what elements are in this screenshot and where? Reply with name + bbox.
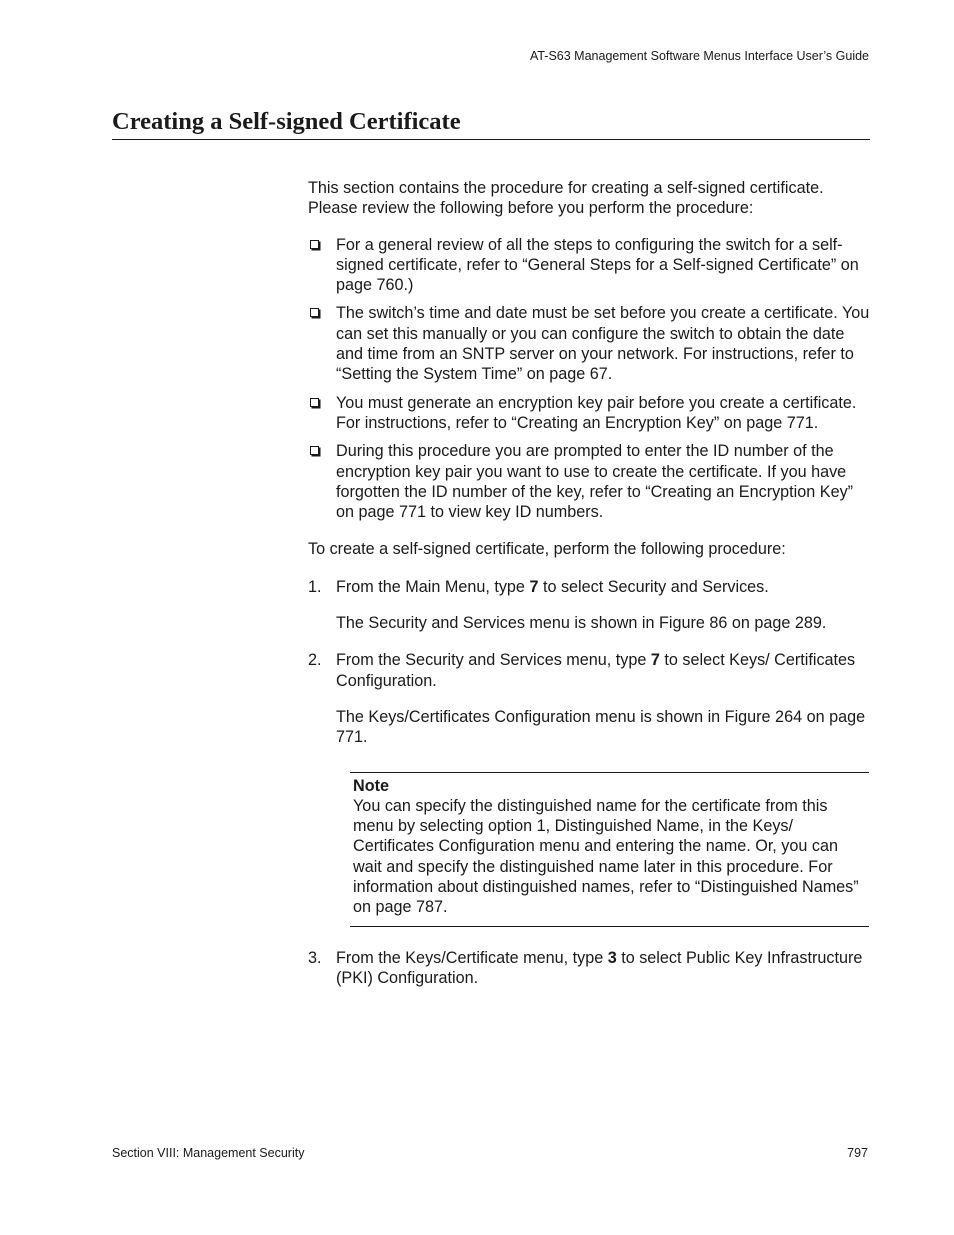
procedure-step-3 [308, 948, 873, 989]
checkbox-bullet-icon [310, 446, 319, 455]
list-item: The switch’s time and date must be set before you create a certificate. You can set this manually or you can configure the switch to obtain the date and time from an SNTP server on your network. For instructions, refer to “Setting the System Time” on page 67. [308, 303, 873, 384]
step-result: The Security and Services menu is shown in Figure 86 on page 289. [336, 614, 827, 633]
footer-section: Section VIII: Management Security [112, 1146, 305, 1160]
step-result: The Keys/Certificates Configuration menu is shown in Figure 264 on page 771. [336, 707, 866, 747]
procedure-lead: To create a self-signed certificate, perform the following procedure: [308, 540, 786, 559]
list-item: During this procedure you are prompted to enter the ID number of the encryption key pair you want to use to create the certificate. If you have forgotten the ID number of the key, refer to “Creating an Encryption Key” on page 771 to view key ID numbers. [308, 441, 873, 522]
list-item: You must generate an encryption key pair before you create a certificate. For instructions, refer to “Creating an Encryption Key” on page 771. [308, 393, 873, 434]
checkbox-bullet-icon [310, 240, 319, 249]
step-number: 3. [308, 948, 322, 967]
list-item: For a general review of all the steps to configuring the switch for a self-signed certificate, refer to “General Steps for a Self-signed Certificate” on page 760.) [308, 235, 873, 296]
intro-paragraph: This section contains the procedure for creating a self-signed certificate. Please review the following before you perform the procedure: [308, 179, 824, 218]
note-title: Note [353, 776, 389, 795]
step-text: From the Keys/Certificate menu, type 3 to select Public Key Infrastructure (PKI) Configuration. [336, 948, 863, 987]
step-number: 2. [308, 651, 322, 670]
procedure-step-2 [308, 650, 873, 691]
step-number: 1. [308, 577, 322, 596]
step-text: From the Main Menu, type 7 to select Security and Services. [336, 577, 769, 596]
step-key: 7 [529, 577, 539, 596]
section-title: Creating a Self-signed Certificate [112, 106, 870, 140]
checkbox-bullet-icon [310, 398, 319, 407]
page-number: 797 [847, 1146, 868, 1160]
note-box [350, 772, 869, 927]
note-text: You can specify the distinguished name for the certificate from this menu by selecting option 1, Distinguished Name, in the Keys/ Certificates Configuration menu and entering the name. Or, you can wait and specify the distinguished name later in this procedure. For information about distinguished names, refer to “Distinguished Names” on page 787. [353, 796, 859, 917]
running-header: AT-S63 Management Software Menus Interface User’s Guide [529, 49, 869, 63]
step-key: 3 [607, 948, 617, 967]
step-text: From the Security and Services menu, type 7 to select Keys/ Certificates Configuration. [336, 651, 856, 690]
page-content [308, 178, 873, 988]
checkbox-bullet-icon [310, 308, 319, 317]
prerequisite-list [308, 235, 873, 523]
procedure-step-1 [308, 577, 873, 597]
step-key: 7 [650, 651, 660, 670]
